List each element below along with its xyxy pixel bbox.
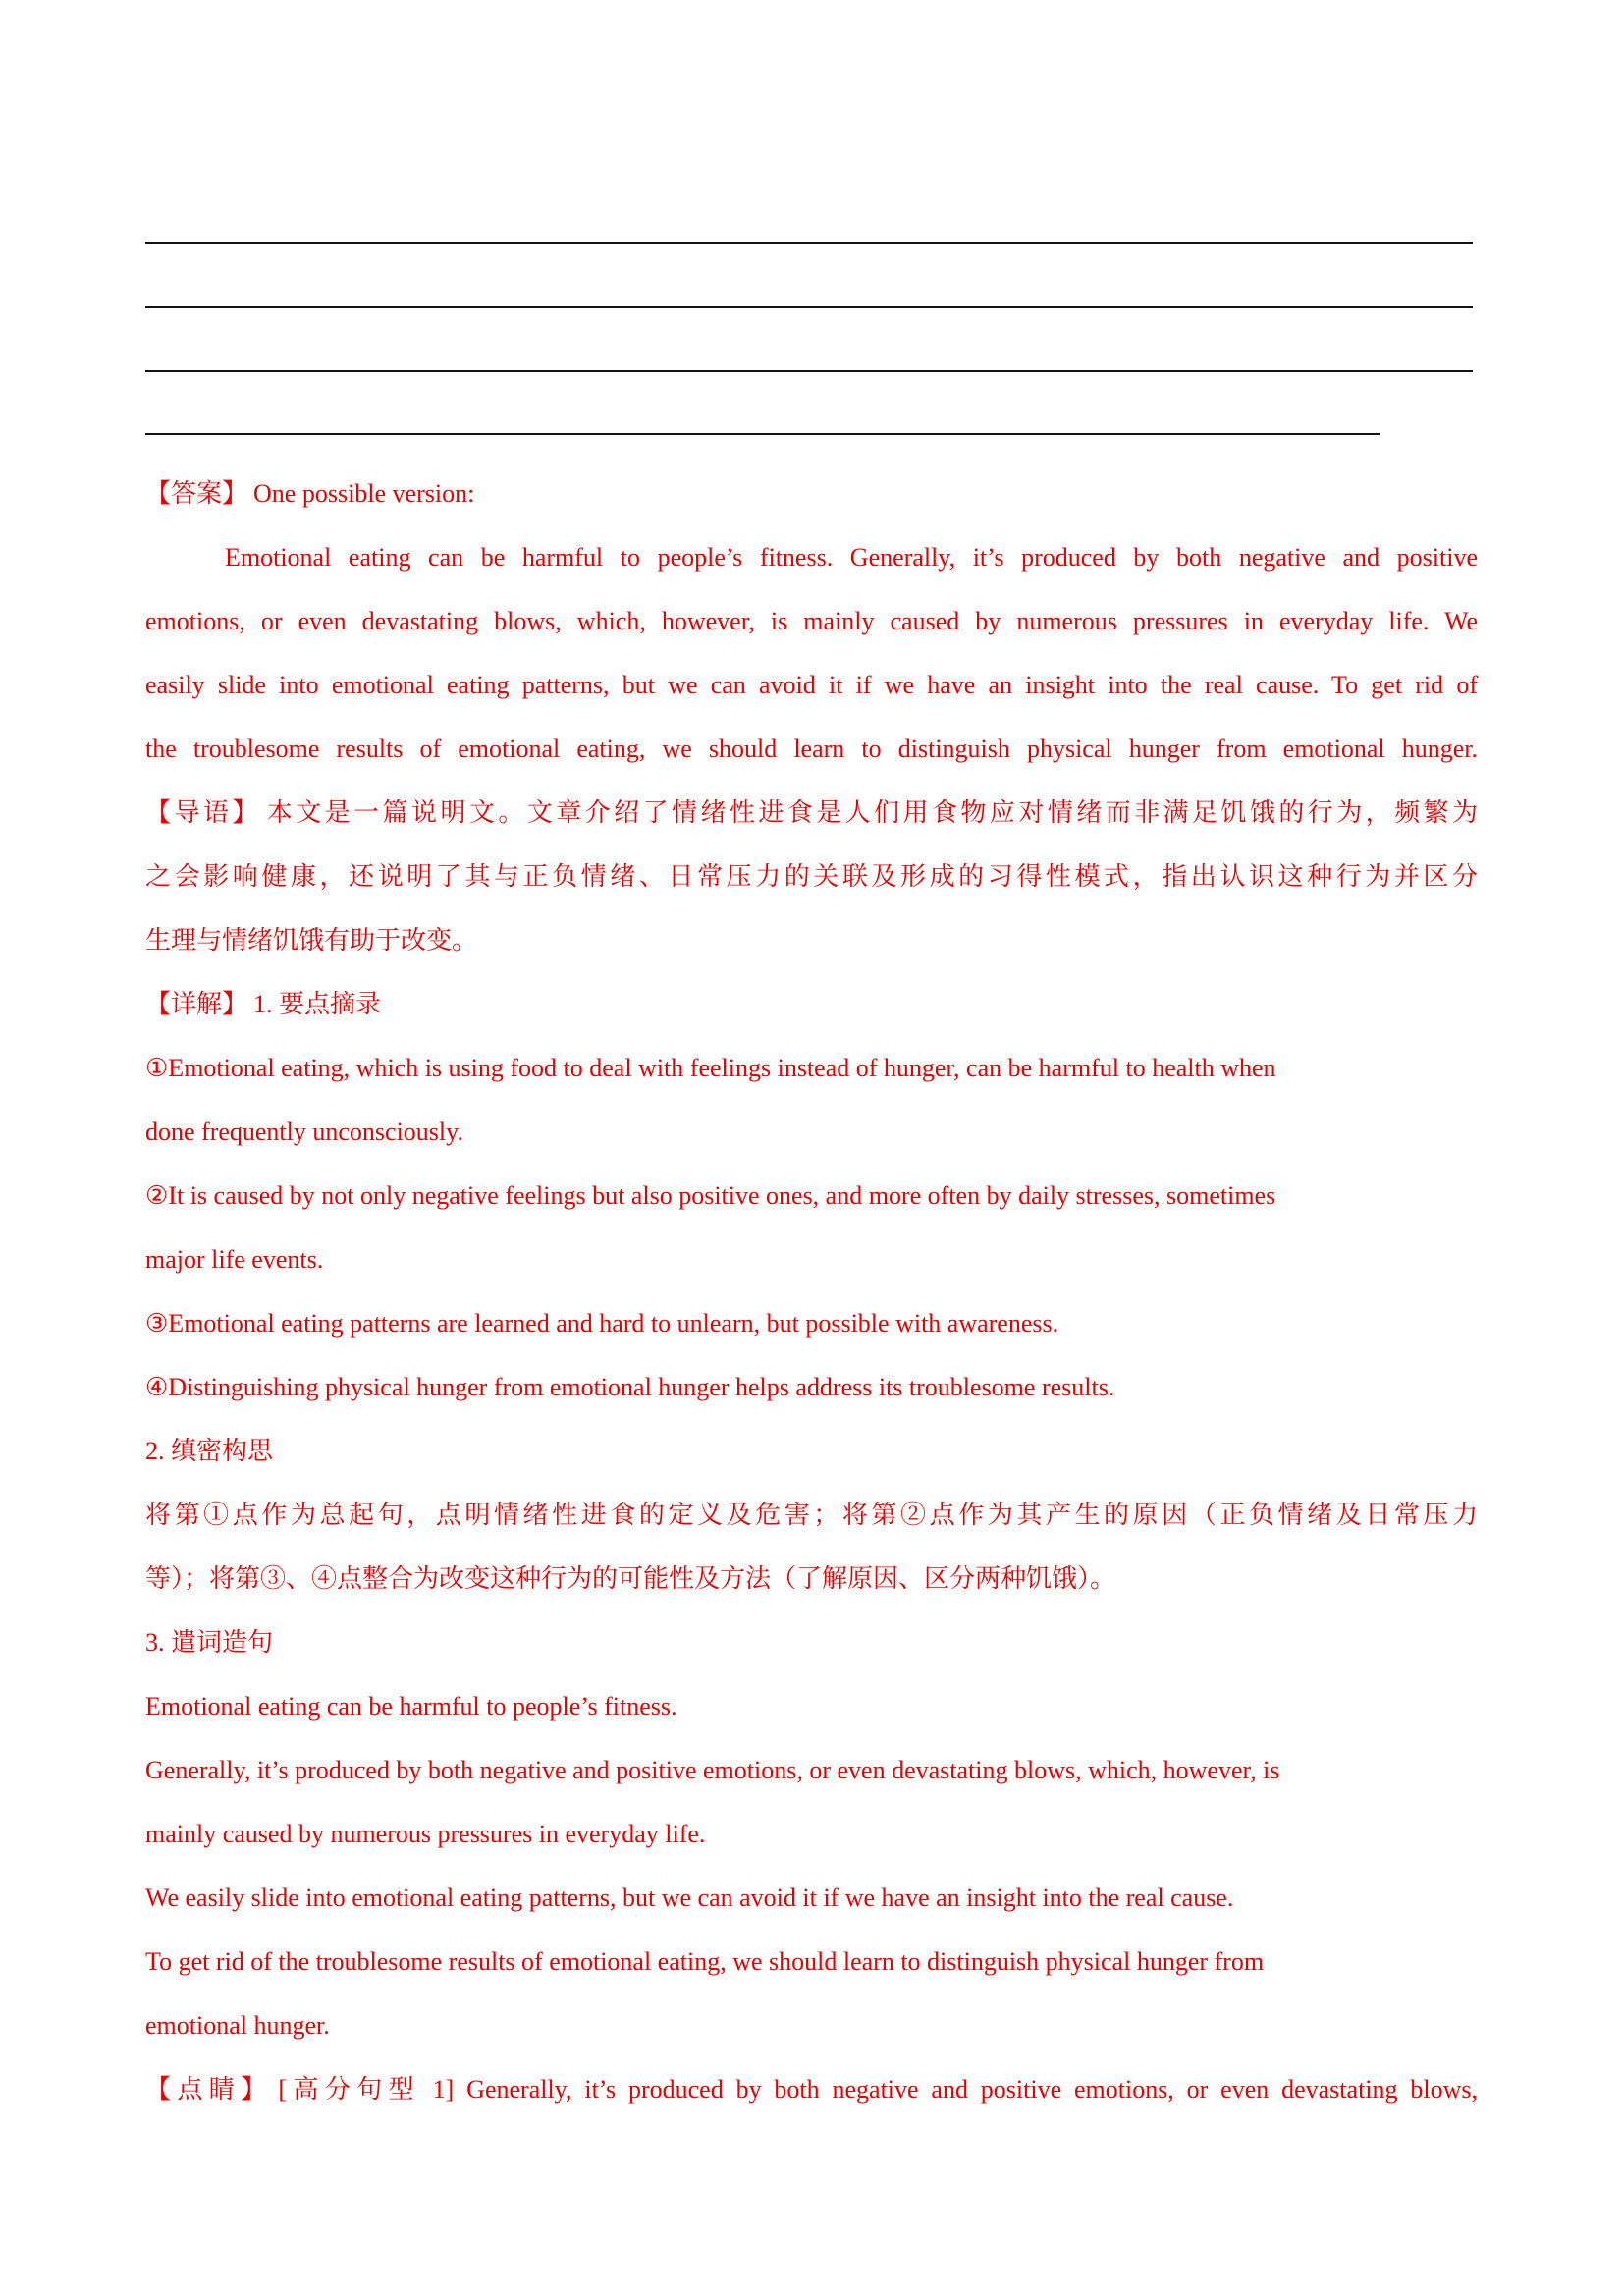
lead-text: 本文是一篇说明文。文章介绍了情绪性进食是人们用食物应对情绪而非满足饥饿的行为，频繁为 [266,798,1478,827]
key-point-1-line-1: ①Emotional eating, which is using food to deal with feelings instead of hunger, can be harmful to health when [145,1054,1276,1082]
section-1-title: 1. 要点摘录 [253,990,382,1018]
essay-line-2: emotions, or even devastating blows, which, however, is mainly caused by numerous pressures in everyday life. We [145,607,1478,635]
key-point-2-line-1: ②It is caused by not only negative feelings but also positive ones, and more often by daily stresses, sometimes [145,1181,1276,1210]
highlight-row [145,2057,1478,2121]
answer-blank-line-1 [145,242,1473,244]
sentence-2-line-2: mainly caused by numerous pressures in everyday life. [145,1820,706,1848]
sentence-2-line-1: Generally, it’s produced by both negative and positive emotions, or even devastating blows, which, however, is [145,1756,1280,1784]
answer-key-content [145,462,1478,2121]
key-point-2-line-2: major life events. [145,1245,324,1274]
lead-paragraph-line-1 [145,781,1478,845]
section-3-title: 3. 遣词造句 [145,1628,274,1657]
essay-line-3: easily slide into emotional eating patterns, but we can avoid it if we have an insight into the real cause. To get rid of [145,671,1478,699]
key-point-1-line-2: done frequently unconsciously. [145,1118,463,1146]
answer-note: One possible version: [253,479,475,508]
sentence-4-line-2: emotional hunger. [145,2011,330,2040]
sentence-1: Emotional eating can be harmful to people’s fitness. [145,1692,677,1721]
answer-blank-line-3 [145,370,1473,372]
highlight-text: [高分句型 1] Generally, it’s produced by both negative and positive emotions, or even devastating blows, [278,2075,1478,2104]
key-point-3: ③Emotional eating patterns are learned and hard to unlearn, but possible with awareness. [145,1309,1059,1338]
highlight-label: 【点睛】 [145,2075,273,2104]
answer-blank-line-4 [145,433,1380,435]
lead-paragraph-line-2: 之会影响健康，还说明了其与正负情绪、日常压力的关联及形成的习得性模式，指出认识这种行为并区分 [145,862,1478,891]
answer-label: 【答案】 [145,479,248,508]
sentence-3: We easily slide into emotional eating patterns, but we can avoid it if we have an insight into the real cause. [145,1884,1234,1912]
answer-blank-line-2 [145,306,1473,308]
analysis-label: 【详解】 [145,990,248,1018]
plan-line-1: 将第①点作为总起句，点明情绪性进食的定义及危害；将第②点作为其产生的原因（正负情绪及日常压力 [145,1501,1478,1529]
sentence-4-line-1: To get rid of the troublesome results of emotional eating, we should learn to distinguish physical hunger from [145,1947,1265,1976]
answer-heading-row [145,462,1478,525]
plan-line-2: 等）；将第③、④点整合为改变这种行为的可能性及方法（了解原因、区分两种饥饿）。 [145,1564,1116,1593]
key-point-4: ④Distinguishing physical hunger from emotional hunger helps address its troublesome results. [145,1373,1115,1401]
analysis-heading-row [145,972,1478,1036]
lead-label: 【导语】 [145,798,261,827]
essay-line-4: the troublesome results of emotional eating, we should learn to distinguish physical hunger from emotional hunger. [145,735,1478,763]
section-2-title: 2. 缜密构思 [145,1437,274,1465]
essay-line-1: Emotional eating can be harmful to people’s fitness. Generally, it’s produced by both negative and positive [225,543,1478,572]
lead-paragraph-line-3: 生理与情绪饥饿有助于改变。 [145,926,478,955]
